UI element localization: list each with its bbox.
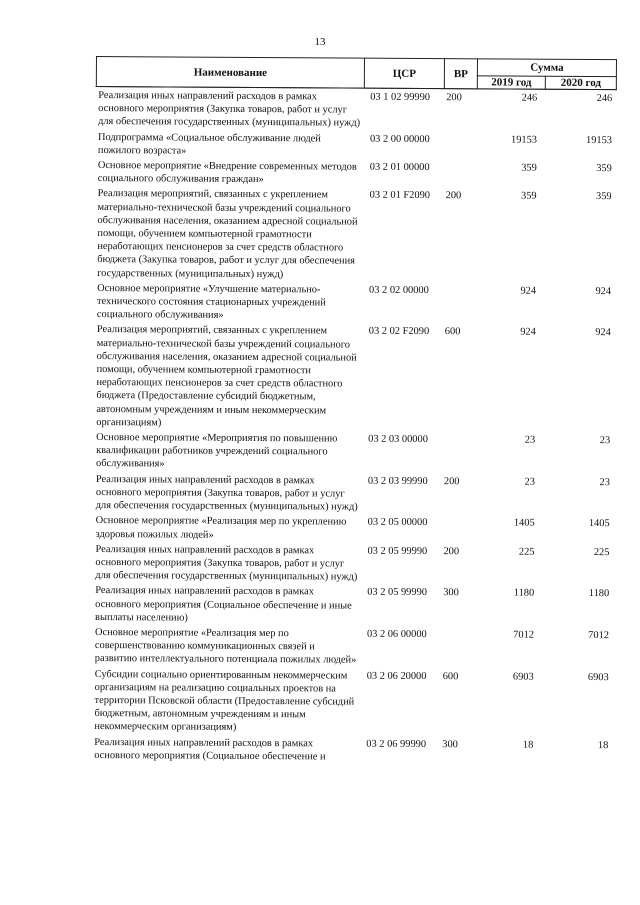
row-csr: 03 2 02 F2090 [368,326,430,338]
row-sum-2019: 23 [524,434,536,446]
row-csr: 03 2 05 99990 [367,586,428,599]
row-name: Основное мероприятие «Реализация мер по совершенствованию коммуникационных связей и развитию интеллектуального потенциала пожилых людей» [94,626,357,666]
row-sum-2019: 246 [521,92,538,104]
row-sum-2019: 18 [522,739,534,751]
row-name: Основное мероприятие «Улучшение материально-технического состояния стационарных учреждений социального обслуживания» [96,282,326,322]
row-csr: 03 2 05 99990 [367,545,428,557]
table-row [94,512,614,544]
row-name: Подпрограмма «Социальное обслуживание людей пожилого возраста» [97,131,321,157]
table-row [94,321,615,432]
row-csr: 03 2 06 20000 [366,670,427,682]
table-row [95,280,615,325]
row-sum-2020: 359 [596,163,612,175]
row-name: Реализация мероприятий, связанных с укреплением материально-технической базы учреждений социального обслуживания населения, оказанием адресной социальной помощи, обучением компьютерной грамотности неработающих пенсионеров за счет средств областного бюджета (Закупка товаров, работ и услуг для обеспечения государственных (муниципальных) нужд) [97,188,358,280]
row-sum-2020: 924 [595,285,612,297]
row-vr: 300 [443,587,459,599]
table-row [94,429,614,474]
row-sum-2019: 924 [520,327,536,339]
row-sum-2020: 359 [596,191,612,203]
table-header [96,57,616,90]
table-row [93,582,613,627]
row-vr [444,131,477,160]
row-sum-2020: 23 [599,435,611,447]
row-sum-2020: 23 [599,476,610,488]
row-vr: 600 [442,670,459,682]
row-csr: 03 2 06 00000 [366,628,427,640]
row-sum-2019: 225 [518,546,535,558]
row-vr: 600 [444,326,461,338]
row-vr: 200 [443,545,460,557]
table-row [95,185,616,283]
row-name: Основное мероприятие «Реализация мер по укреплению здоровья пожилых людей» [95,515,347,541]
row-vr: 200 [443,475,460,487]
row-vr: 200 [446,92,462,104]
table-row [93,541,613,586]
row-csr: 03 2 01 F2090 [369,190,431,202]
table-row [92,734,612,766]
row-csr: 03 2 02 00000 [369,284,429,296]
row-vr: 300 [442,738,458,750]
row-name: Основное мероприятие «Внедрение современных методов социального обслуживания граждан» [97,160,357,186]
row-sum-2020: 225 [593,546,610,558]
row-vr [444,159,477,188]
row-csr: 03 2 00 00000 [369,133,430,145]
row-name: Реализация иных направлений расходов в рамках основного мероприятия (Закупка товаров, работ и услуг для обеспечения государственных (муниципальных) нужд) [98,90,361,130]
row-sum-2019: 23 [524,476,535,488]
row-vr [442,431,475,473]
table-body [92,87,616,766]
row-name: Реализация мероприятий, связанных с укреплением материально-технической базы учреждений социального обслуживания населения, оказанием адресной социальной помощи, обучением компьютерной грамотности неработающих пенсионеров за счет средств областного бюджета (Предоставление субсидий бюджетным, автономным учреждениям и иным некоммерческим организациям) [96,324,357,429]
table-row [96,157,616,189]
page-number: 13 [314,36,326,48]
row-name: Субсидии социально ориентированным некоммерческим организациям на реализацию социальных проектов на территории Псковской области (Предоставление субсидий бюджетным, автономным учреждениям и иным некоммерческим организациям) [94,668,355,734]
table-row [96,87,616,132]
table-row [92,666,612,737]
row-sum-2020: 1405 [588,518,610,530]
row-sum-2019: 359 [521,191,537,203]
row-csr: 03 2 06 99990 [366,738,427,750]
row-csr: 03 2 05 00000 [367,516,428,529]
row-sum-2020: 18 [597,739,609,751]
header-vr: ВР [444,59,477,89]
row-name: Реализация иных направлений расходов в рамках основного мероприятия (Закупка товаров, работ и услуг для обеспечения государственных (муниципальных) нужд) [95,543,358,583]
row-sum-2019: 359 [521,162,537,174]
row-sum-2019: 7012 [513,629,535,641]
row-sum-2019: 19153 [510,134,538,146]
row-sum-2019: 6903 [512,671,534,683]
header-year-2019: 2019 год [477,76,545,89]
header-name: Наименование [96,57,364,89]
row-sum-2020: 19153 [585,134,613,146]
row-vr [442,514,475,543]
header-year-2020: 2020 год [545,76,616,89]
header-csr: ЦСР [364,58,444,88]
row-vr: 200 [445,190,462,202]
row-vr [441,626,474,668]
table-row [96,129,616,161]
row-sum-2019: 1405 [513,517,535,529]
row-csr: 03 2 01 00000 [369,161,430,174]
row-sum-2020: 924 [595,327,611,339]
table-row [93,624,613,669]
row-name: Основное мероприятие «Мероприятия по повышению квалификации работников учреждений социального обслуживания» [95,432,338,470]
row-sum-2020: 1180 [588,588,610,600]
budget-table [92,56,617,765]
row-sum-2020: 7012 [588,629,610,642]
row-csr: 03 2 03 99990 [367,475,428,487]
header-sum: Сумма [477,59,616,77]
row-name: Реализация иных направлений расходов в рамках основного мероприятия (Закупка товаров, работ и услуг для обеспечения государственных (муниципальных) нужд) [95,473,358,513]
row-sum-2019: 1180 [513,587,535,599]
row-name: Реализация иных направлений расходов в рамках основного мероприятия (Социальное обеспечение и [94,736,326,763]
row-sum-2020: 6903 [587,671,609,683]
row-csr: 03 2 03 00000 [368,433,428,446]
table-row [94,471,614,516]
row-name: Реализация иных направлений расходов в рамках основного мероприятия (Социальное обеспечение и иные выплаты населению) [95,585,352,624]
row-sum-2020: 246 [596,93,613,105]
row-csr: 03 1 02 99990 [370,91,431,104]
row-vr [443,282,476,324]
budget-table-wrapper [92,56,616,765]
row-sum-2019: 924 [520,285,537,297]
